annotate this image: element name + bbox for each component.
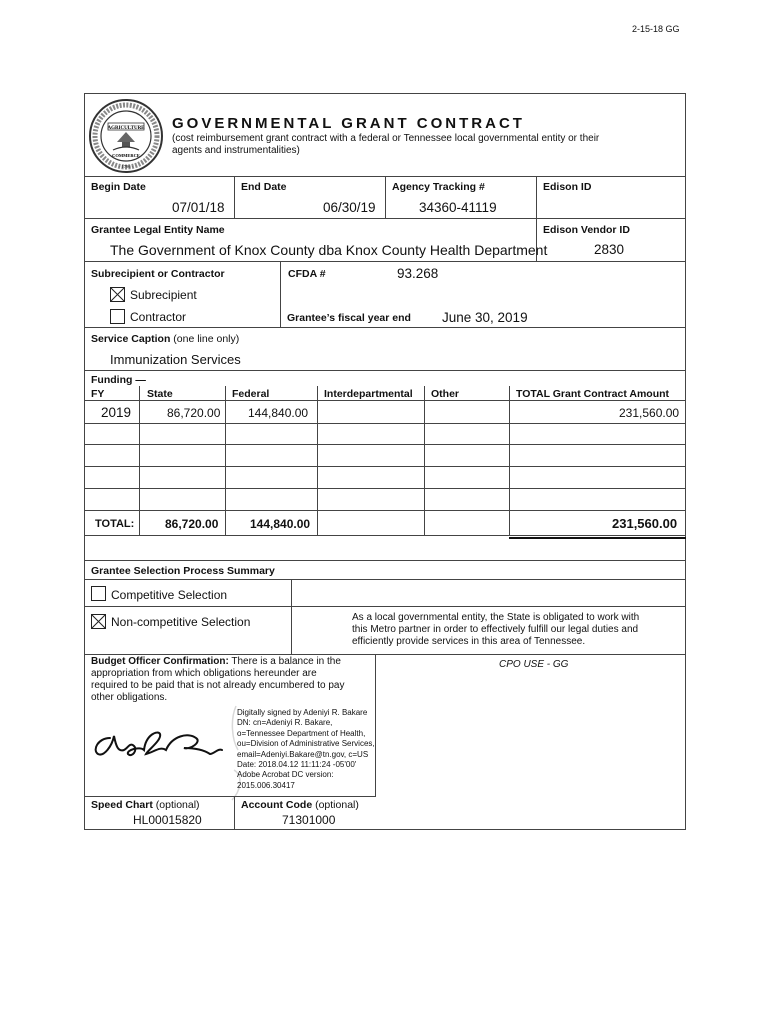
funding-row-total: 231,560.00 (619, 406, 680, 420)
total-federal: 144,840.00 (250, 517, 311, 531)
cfda-label: CFDA # (288, 268, 326, 280)
competitive-label: Competitive Selection (111, 588, 228, 602)
grantee-name-label: Grantee Legal Entity Name (91, 224, 225, 236)
funding-row-state: 86,720.00 (167, 406, 221, 420)
cpo-use: CPO USE - GG (499, 659, 569, 670)
col-header-fy: FY (91, 388, 105, 400)
subtitle-line1: (cost reimbursement grant contract with a federal or Tennessee local governmental entity or their (172, 133, 600, 144)
account-code-label: Account Code (optional) (241, 799, 359, 811)
noncompetitive-checkbox[interactable] (91, 614, 106, 629)
funding-row-fy: 2019 (101, 405, 132, 420)
subrecipient-option-label: Subrecipient (130, 288, 197, 302)
col-header-interdepartmental: Interdepartmental (324, 388, 413, 400)
svg-text:COMMERCE: COMMERCE (112, 153, 140, 158)
selection-note-line3: efficiently provide services in this area of Tennessee. (352, 636, 586, 647)
checkmark-x-icon (92, 615, 105, 628)
subrecipient-checkbox[interactable] (110, 287, 125, 302)
funding-label: Funding — (91, 374, 146, 386)
agency-tracking-label: Agency Tracking # (392, 181, 485, 193)
subtitle-line2: agents and instrumentalities) (172, 145, 300, 156)
noncompetitive-label: Non-competitive Selection (111, 615, 251, 629)
end-date-value: 06/30/19 (323, 200, 376, 215)
speed-chart-value: HL00015820 (133, 813, 202, 827)
fiscal-year-end-value: June 30, 2019 (442, 310, 528, 325)
total-amount: 231,560.00 (612, 516, 678, 531)
selection-note-line1: As a local governmental entity, the State is obligated to work with (352, 612, 640, 623)
selection-note-line2: this Metro partner in order to effectively fulfill our legal duties and (352, 624, 639, 635)
begin-date-value: 07/01/18 (172, 200, 225, 215)
selection-label: Grantee Selection Process Summary (91, 565, 275, 577)
svg-text:AGRICULTURE: AGRICULTURE (107, 125, 145, 131)
speed-chart-label: Speed Chart (optional) (91, 799, 200, 811)
agency-tracking-value: 34360-41119 (419, 200, 497, 215)
document-code: 2-15-18 GG (632, 24, 680, 34)
grantee-name-value: The Government of Knox County dba Knox County Health Department (110, 242, 548, 258)
edison-vendor-value: 2830 (594, 242, 625, 257)
col-header-federal: Federal (232, 388, 270, 400)
page-title: GOVERNMENTAL GRANT CONTRACT (172, 115, 525, 132)
contractor-option-label: Contractor (130, 310, 187, 324)
col-header-other: Other (431, 388, 460, 400)
budget-confirmation-text: Budget Officer Confirmation: There is a balance in the appropriation from which obligations hereunder are required to be paid that is not already encumbered to pay other obligations. (91, 656, 345, 703)
handwritten-signature (88, 724, 236, 768)
service-caption-value: Immunization Services (110, 352, 241, 367)
end-date-label: End Date (241, 181, 287, 193)
digital-signature-block: Digitally signed by Adeniyi R. Bakare DN: cn=Adeniyi R. Bakare, o=Tennessee Department of Health, ou=Division of Administrative Services, email=Adeniyi.Bakare@tn.gov, c=US Date: 2018.04.12 11:11:24 -05'00' Adobe Acrobat DC version: 2015.006.30417 (237, 708, 375, 790)
funding-row-federal: 144,840.00 (248, 406, 309, 420)
competitive-checkbox[interactable] (91, 586, 106, 601)
col-header-state: State (147, 388, 173, 400)
subrecipient-label: Subrecipient or Contractor (91, 268, 225, 280)
edison-vendor-label: Edison Vendor ID (543, 224, 630, 236)
contractor-checkbox[interactable] (110, 309, 125, 324)
begin-date-label: Begin Date (91, 181, 146, 193)
svg-text:· 1796 ·: · 1796 · (118, 164, 134, 169)
total-state: 86,720.00 (165, 517, 219, 531)
edison-id-label: Edison ID (543, 181, 592, 193)
total-underline (509, 537, 686, 539)
total-label: TOTAL: (95, 518, 135, 530)
checkmark-x-icon (111, 288, 124, 301)
fiscal-year-end-label: Grantee’s fiscal year end (287, 312, 411, 324)
cfda-value: 93.268 (397, 266, 439, 281)
col-header-total: TOTAL Grant Contract Amount (516, 388, 670, 400)
account-code-value: 71301000 (282, 813, 336, 827)
state-seal-logo (86, 97, 166, 175)
service-caption-label: Service Caption (one line only) (91, 333, 240, 345)
